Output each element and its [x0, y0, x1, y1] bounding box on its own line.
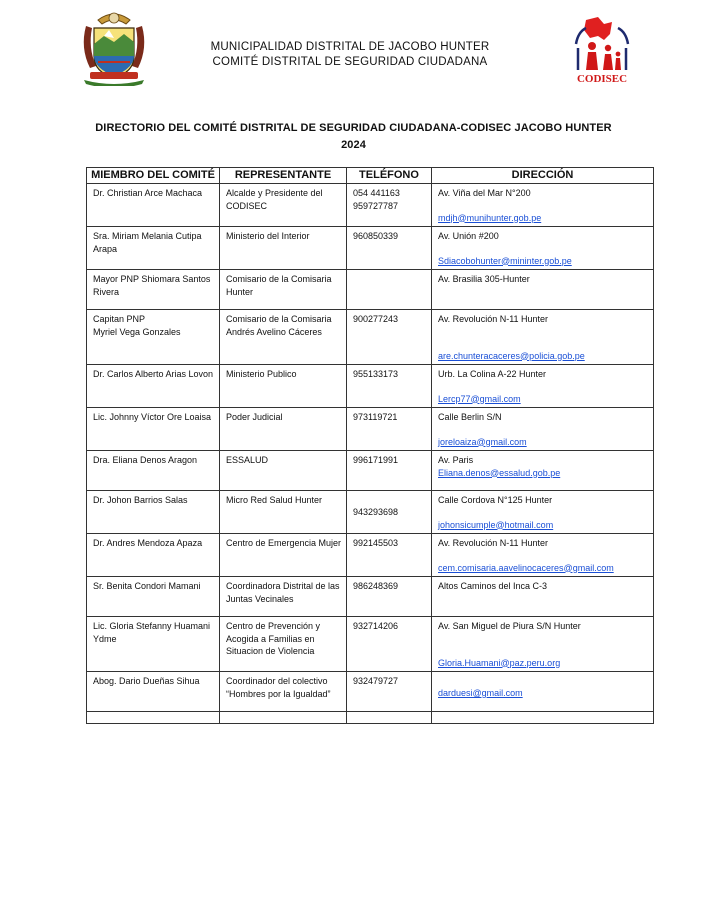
email-link[interactable]: cem.comisaria.aavelinocaceres@gmail.com	[438, 562, 614, 573]
representative-cell: Comisario de la Comisaria Andrés Avelino Cáceres	[220, 310, 347, 365]
representative-cell: Centro de Prevención y Acogida a Familias en Situacion de Violencia	[220, 617, 347, 672]
address-text: Av. Paris	[438, 455, 474, 465]
phone-cell: 960850339	[347, 227, 432, 270]
document-title	[60, 120, 647, 154]
table-row	[87, 270, 654, 310]
address-cell	[432, 365, 654, 408]
address-cell	[432, 270, 654, 310]
address-cell	[432, 184, 654, 227]
member-cell: Sr. Benita Condori Mamani	[87, 577, 220, 617]
table-row	[87, 491, 654, 534]
representative-cell: Coordinador del colectivo “Hombres por la Igualdad”	[220, 672, 347, 712]
member-cell: Dr. Carlos Alberto Arias Lovon	[87, 365, 220, 408]
member-name: Myriel Vega Gonzales	[93, 326, 181, 337]
representative-cell: Ministerio del Interior	[220, 227, 347, 270]
directory-table	[86, 167, 654, 724]
representative-cell: Alcalde y Presidente del CODISEC	[220, 184, 347, 227]
member-cell: Dr. Christian Arce Machaca	[87, 184, 220, 227]
email-link[interactable]: Sdiacobohunter@mininter.gob.pe	[438, 255, 572, 266]
phone-cell: 986248369	[347, 577, 432, 617]
phone-cell: 955133173	[347, 365, 432, 408]
phone-cell: 932479727	[347, 672, 432, 712]
phone-cell: 996171991	[347, 451, 432, 491]
municipality-name: MUNICIPALIDAD DISTRITAL DE JACOBO HUNTER	[210, 41, 490, 53]
address-text: Av. Viña del Mar N°200	[438, 188, 531, 198]
table-row	[87, 577, 654, 617]
member-cell	[87, 310, 220, 365]
representative-cell: Coordinadora Distrital de las Juntas Vecinales	[220, 577, 347, 617]
phone-cell	[347, 184, 432, 227]
phone-cell: 932714206	[347, 617, 432, 672]
representative-cell: Centro de Emergencia Mujer	[220, 534, 347, 577]
representative-cell: Poder Judicial	[220, 408, 347, 451]
phone-number-secondary: 959727787	[353, 200, 399, 211]
email-link[interactable]: Lercp77@gmail.com	[438, 393, 521, 404]
letterhead	[150, 40, 550, 70]
address-cell	[432, 491, 654, 534]
empty-table-row	[87, 712, 654, 724]
table-row	[87, 408, 654, 451]
table-row	[87, 227, 654, 270]
address-text: Altos Caminos del Inca C-3	[438, 581, 548, 591]
committee-name: COMITÉ DISTRITAL DE SEGURIDAD CIUDADANA	[212, 56, 488, 68]
member-cell: Dr. Johon Barrios Salas	[87, 491, 220, 534]
phone-cell: 973119721	[347, 408, 432, 451]
phone-cell: 900277243	[347, 310, 432, 365]
member-cell: Sra. Miriam Melania Cutipa Arapa	[87, 227, 220, 270]
phone-cell	[347, 270, 432, 310]
document-title-line1: DIRECTORIO DEL COMITÉ DISTRITAL DE SEGURIDAD CIUDADANA-CODISEC JACOBO HUNTER	[95, 122, 612, 134]
codisec-logo-text: CODISEC	[576, 73, 628, 85]
representative-cell: ESSALUD	[220, 451, 347, 491]
column-header-phone: TELÉFONO	[347, 168, 432, 184]
email-link[interactable]: johonsicumple@hotmail.com	[438, 519, 554, 530]
column-header-member: MIEMBRO DEL COMITÉ	[87, 168, 220, 184]
empty-cell	[220, 712, 347, 724]
address-text: Calle Cordova N°125 Hunter	[438, 495, 553, 505]
empty-cell	[347, 712, 432, 724]
address-text: Av. San Miguel de Piura S/N Hunter	[438, 621, 581, 631]
address-cell	[432, 577, 654, 617]
member-rank: Capitan PNP	[93, 314, 146, 324]
address-cell	[432, 617, 654, 672]
column-header-address: DIRECCIÓN	[432, 168, 654, 184]
email-link[interactable]: Eliana.denos@essalud.gob.pe	[438, 467, 561, 478]
address-cell	[432, 310, 654, 365]
address-cell	[432, 534, 654, 577]
address-text: Av. Brasilia 305-Hunter	[438, 274, 530, 284]
address-cell	[432, 227, 654, 270]
member-cell: Lic. Gloria Stefanny Huamani Ydme	[87, 617, 220, 672]
member-cell: Mayor PNP Shiomara Santos Rivera	[87, 270, 220, 310]
address-text: Av. Unión #200	[438, 231, 499, 241]
table-header-row	[87, 168, 654, 184]
municipal-crest-logo	[76, 8, 152, 86]
phone-number: 943293698	[353, 507, 399, 517]
address-text: Av. Revolución N-11 Hunter	[438, 314, 549, 324]
table-row	[87, 617, 654, 672]
member-cell: Abog. Dario Dueñas Sihua	[87, 672, 220, 712]
phone-cell: 992145503	[347, 534, 432, 577]
email-link[interactable]: joreloaiza@gmail.com	[438, 436, 527, 447]
empty-cell	[432, 712, 654, 724]
table-row	[87, 184, 654, 227]
member-cell: Dr. Andres Mendoza Apaza	[87, 534, 220, 577]
representative-cell: Ministerio Publico	[220, 365, 347, 408]
email-link[interactable]: are.chunteracaceres@policia.gob.pe	[438, 350, 585, 361]
address-cell	[432, 408, 654, 451]
phone-cell	[347, 491, 432, 534]
phone-number: 054 441163	[353, 188, 400, 198]
member-cell: Lic. Johnny Víctor Ore Loaisa	[87, 408, 220, 451]
codisec-logo	[568, 14, 636, 86]
table-row	[87, 310, 654, 365]
representative-cell: Comisario de la Comisaria Hunter	[220, 270, 347, 310]
email-link[interactable]: darduesi@gmail.com	[438, 688, 523, 698]
table-row	[87, 365, 654, 408]
address-text: Urb. La Colina A-22 Hunter	[438, 369, 547, 379]
address-cell	[432, 672, 654, 712]
email-link[interactable]: mdjh@munihunter.gob.pe	[438, 212, 542, 223]
address-text: Av. Revolución N-11 Hunter	[438, 538, 549, 548]
table-row	[87, 672, 654, 712]
empty-cell	[87, 712, 220, 724]
email-link[interactable]: Gloria.Huamani@paz.peru.org	[438, 657, 561, 668]
column-header-representative: REPRESENTANTE	[220, 168, 347, 184]
table-row	[87, 451, 654, 491]
address-text: Calle Berlin S/N	[438, 412, 502, 422]
document-title-year: 2024	[341, 139, 366, 151]
address-cell	[432, 451, 654, 491]
table-row	[87, 534, 654, 577]
member-cell: Dra. Eliana Denos Aragon	[87, 451, 220, 491]
representative-cell: Micro Red Salud Hunter	[220, 491, 347, 534]
